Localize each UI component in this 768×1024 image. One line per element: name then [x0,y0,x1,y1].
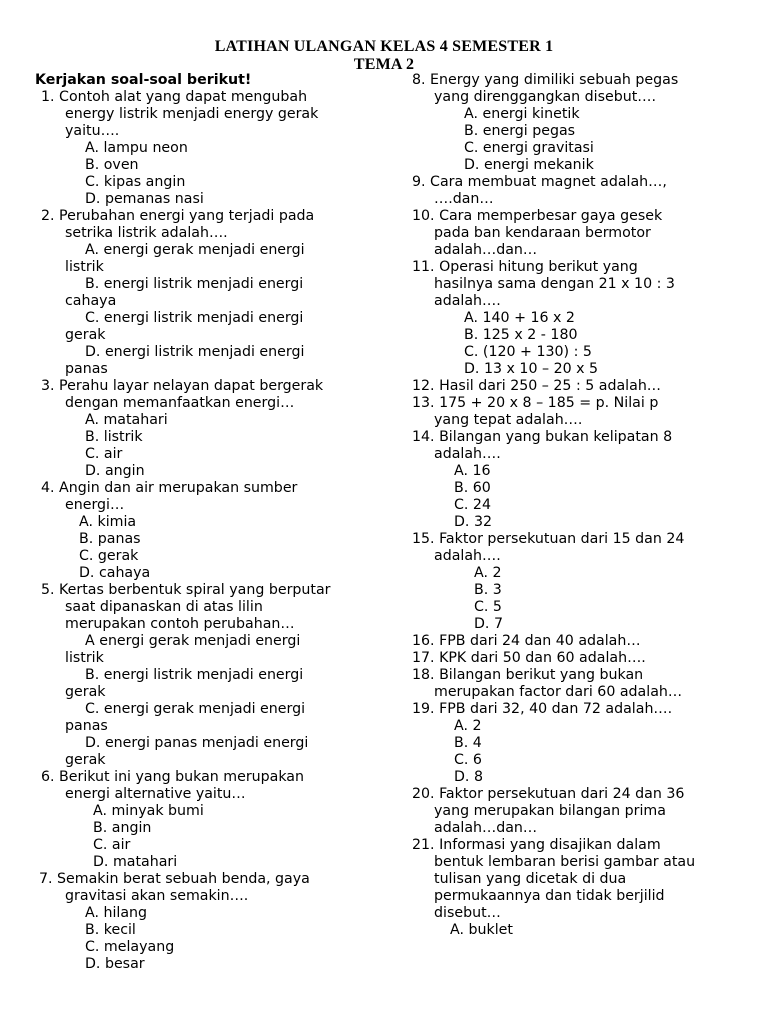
left-line: C. air [93,837,131,853]
left-line: 3. Perahu layar nelayan dapat bergerak [41,378,324,394]
right-line: 21. Informasi yang disajikan dalam [412,837,661,853]
right-line: bentuk lembaran berisi gambar atau [434,854,696,870]
left-line: 5. Kertas berbentuk spiral yang berputar [41,582,331,598]
right-line: adalah…. [434,293,501,309]
left-line: C. kipas angin [85,174,186,190]
right-line: ….dan… [434,191,494,207]
left-line: C. energi gerak menjadi energi [85,701,306,717]
right-line: C. (120 + 130) : 5 [464,344,592,360]
left-line: A. kimia [79,514,137,530]
right-line: B. 3 [474,582,502,598]
right-line: 11. Operasi hitung berikut yang [412,259,638,275]
right-line: adalah…dan… [434,820,538,836]
right-line: tulisan yang dicetak di dua [434,871,627,887]
right-line: 12. Hasil dari 250 – 25 : 5 adalah… [412,378,661,394]
right-line: adalah…. [434,446,501,462]
page-subtitle: TEMA 2 [353,56,415,73]
left-line: energy listrik menjadi energy gerak [65,106,319,122]
left-line: D. matahari [93,854,178,870]
left-line: C. gerak [79,548,139,564]
left-line: D. energi listrik menjadi energi [85,344,305,360]
left-line: B. kecil [85,922,136,938]
left-line: C. energi listrik menjadi energi [85,310,304,326]
right-line: A. 2 [454,718,482,734]
right-line: 16. FPB dari 24 dan 40 adalah… [412,633,641,649]
left-line: listrik [65,259,104,275]
left-line: D. besar [85,956,145,972]
right-line: 10. Cara memperbesar gaya gesek [412,208,663,224]
right-line: 8. Energy yang dimiliki sebuah pegas [412,72,679,88]
left-line: energi alternative yaitu… [65,786,246,802]
right-line: yang merupakan bilangan prima [434,803,666,819]
left-line: A. matahari [85,412,168,428]
left-line: B. energi listrik menjadi energi [85,276,304,292]
left-line: 6. Berikut ini yang bukan merupakan [41,769,304,785]
right-line: D. 7 [474,616,503,632]
right-line: 19. FPB dari 32, 40 dan 72 adalah…. [412,701,673,717]
left-line: energi… [65,497,125,513]
left-line: 2. Perubahan energi yang terjadi pada [41,208,315,224]
left-line: A energi gerak menjadi energi [85,633,301,649]
left-line: B. energi listrik menjadi energi [85,667,304,683]
right-line: D. energi mekanik [464,157,594,173]
left-line: D. pemanas nasi [85,191,204,207]
left-line: C. melayang [85,939,175,955]
right-line: A. 2 [474,565,502,581]
left-line: D. energi panas menjadi energi [85,735,309,751]
left-line: 1. Contoh alat yang dapat mengubah [41,89,308,105]
right-line: C. energi gravitasi [464,140,594,156]
right-line: D. 32 [454,514,492,530]
left-line: 4. Angin dan air merupakan sumber [41,480,298,496]
right-line: yang direnggangkan disebut…. [434,89,656,105]
right-line: B. 60 [454,480,491,496]
instruction-text: Kerjakan soal-soal berikut! [35,72,252,88]
left-line: D. cahaya [79,565,151,581]
left-line: saat dipanaskan di atas lilin [65,599,263,615]
left-line: gerak [65,752,106,768]
left-line: A. energi gerak menjadi energi [85,242,305,258]
right-line: 17. KPK dari 50 dan 60 adalah…. [412,650,646,666]
right-line: adalah…. [434,548,501,564]
left-line: yaitu…. [65,123,120,139]
right-line: B. 125 x 2 - 180 [464,327,578,343]
left-line: B. panas [79,531,141,547]
left-line: gerak [65,684,106,700]
right-line: D. 8 [454,769,483,785]
left-line: gravitasi akan semakin…. [65,888,249,904]
right-line: 15. Faktor persekutuan dari 15 dan 24 [412,531,685,547]
right-line: D. 13 x 10 – 20 x 5 [464,361,599,377]
left-line: A. minyak bumi [93,803,204,819]
left-line: listrik [65,650,104,666]
left-line: 7. Semakin berat sebuah benda, gaya [39,871,310,887]
left-line: A. lampu neon [85,140,188,156]
right-line: 13. 175 + 20 x 8 – 185 = p. Nilai p [412,395,659,411]
left-line: B. angin [93,820,152,836]
right-column [408,72,748,939]
right-line: C. 6 [454,752,482,768]
left-line: B. oven [85,157,139,173]
left-line: cahaya [65,293,117,309]
right-line: pada ban kendaraan bermotor [434,225,651,241]
right-line: merupakan factor dari 60 adalah… [434,684,683,700]
left-line: dengan memanfaatkan energi… [65,395,295,411]
left-line: A. hilang [85,905,148,921]
right-line: B. energi pegas [464,123,576,139]
right-line: 14. Bilangan yang bukan kelipatan 8 [412,429,673,445]
right-line: disebut… [434,905,501,921]
right-line: 9. Cara membuat magnet adalah…, [412,174,667,190]
right-line: permukaannya dan tidak berjilid [434,888,665,904]
left-line: panas [65,718,108,734]
left-column [35,72,375,973]
left-line: setrika listrik adalah…. [65,225,228,241]
right-line: C. 5 [474,599,502,615]
left-line: merupakan contoh perubahan… [65,616,295,632]
right-line: A. 16 [454,463,491,479]
right-line: adalah…dan… [434,242,538,258]
left-line: B. listrik [85,429,143,445]
right-line: yang tepat adalah…. [434,412,583,428]
left-line: C. air [85,446,123,462]
right-line: C. 24 [454,497,491,513]
right-line: 20. Faktor persekutuan dari 24 dan 36 [412,786,685,802]
page-title: LATIHAN ULANGAN KELAS 4 SEMESTER 1 [214,38,554,55]
right-line: B. 4 [454,735,482,751]
right-line: A. energi kinetik [464,106,580,122]
left-line: panas [65,361,108,377]
right-line: hasilnya sama dengan 21 x 10 : 3 [434,276,675,292]
right-line: 18. Bilangan berikut yang bukan [412,667,644,683]
left-line: gerak [65,327,106,343]
right-line: A. 140 + 16 x 2 [464,310,575,326]
left-line: D. angin [85,463,145,479]
right-line: A. buklet [450,922,513,938]
